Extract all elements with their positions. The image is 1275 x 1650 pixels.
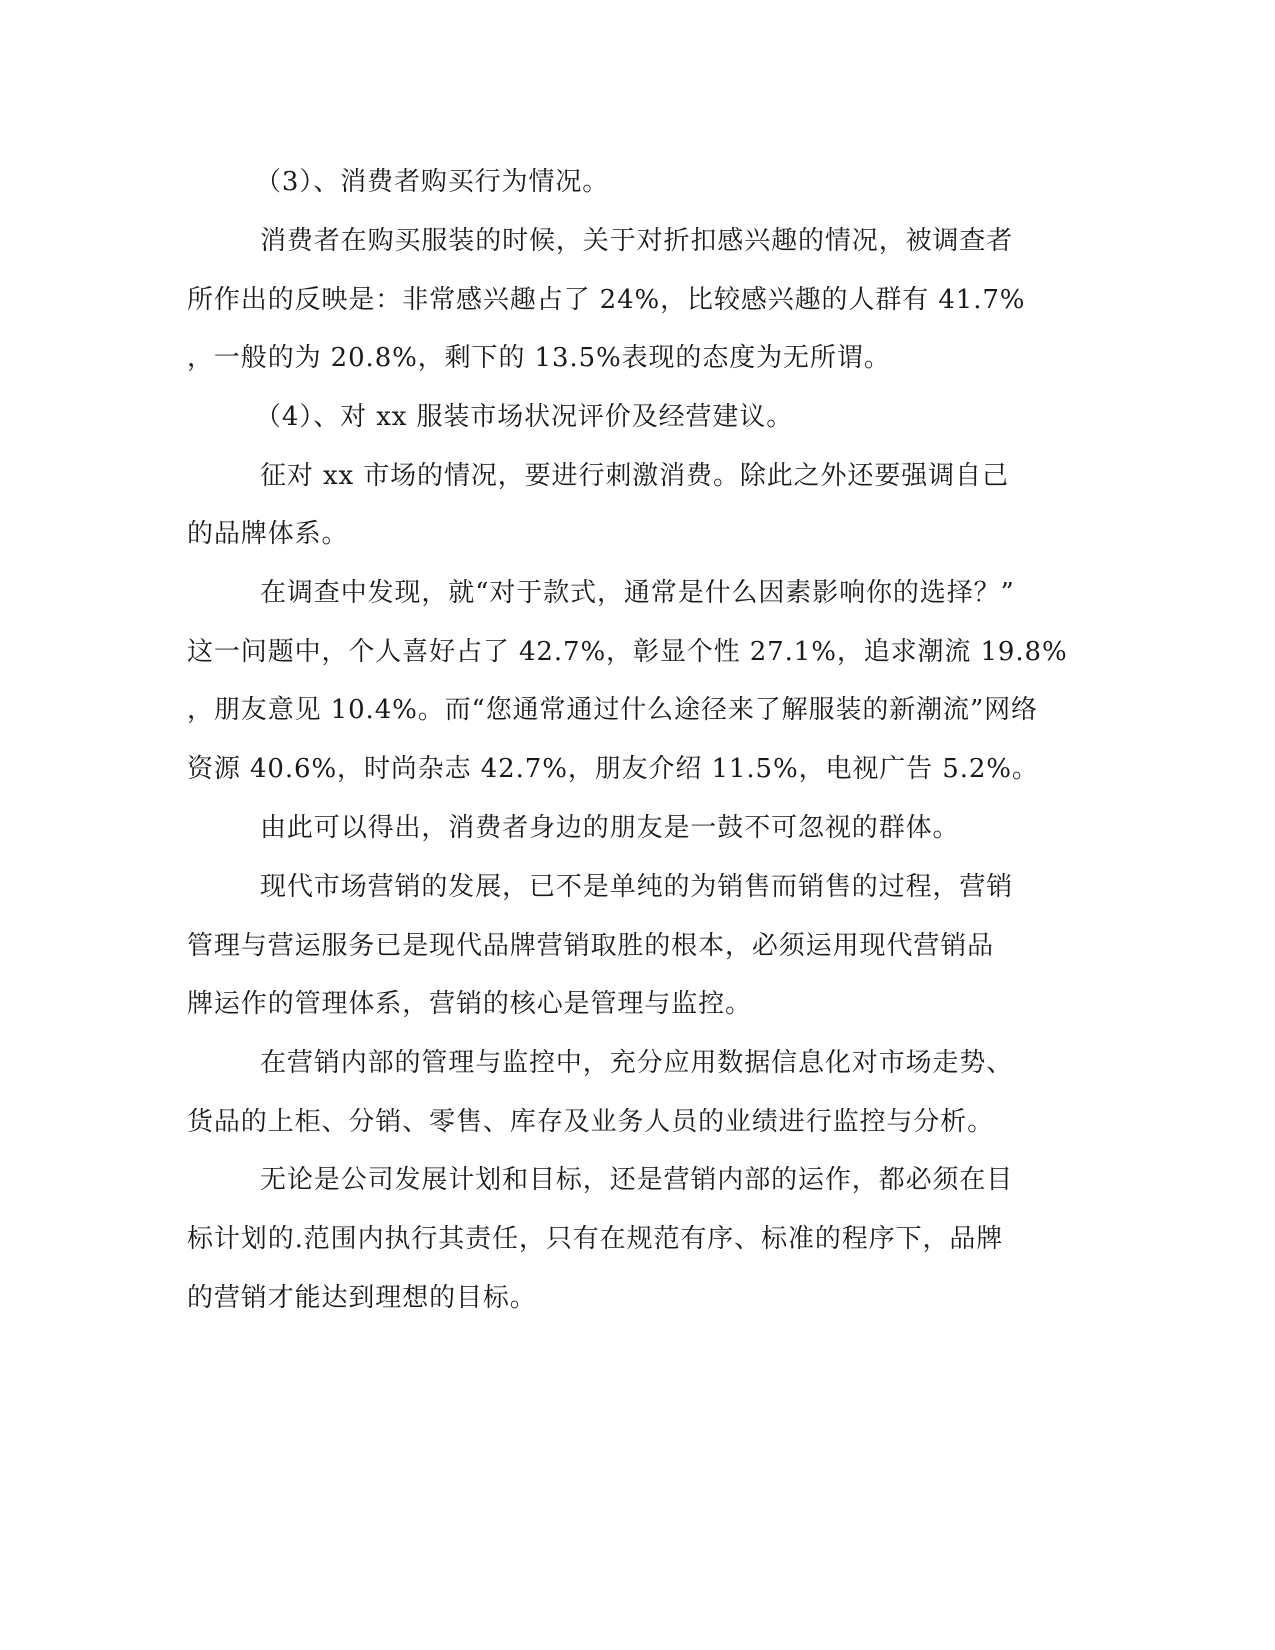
paragraph-line: 由此可以得出，消费者身边的朋友是一鼓不可忽视的群体。	[260, 813, 960, 843]
paragraph-line: 现代市场营销的发展，已不是单纯的为销售而销售的过程，营销	[260, 872, 1014, 902]
heading-4: （4）、对 xx 服装市场状况评价及经营建议。	[255, 402, 794, 432]
paragraph-line: 牌运作的管理体系，营销的核心是管理与监控。	[187, 989, 752, 1019]
paragraph-line: 的品牌体系。	[187, 519, 349, 549]
paragraph-line: 的营销才能达到理想的目标。	[187, 1283, 537, 1313]
paragraph-line: 资源 40.6%，时尚杂志 42.7%，朋友介绍 11.5%，电视广告 5.2%。	[187, 754, 1039, 784]
paragraph-line: 在调查中发现，就“对于款式，通常是什么因素影响你的选择？”	[260, 578, 1015, 608]
paragraph-line: 标计划的.范围内执行其责任，只有在规范有序、标准的程序下，品牌	[187, 1224, 1004, 1254]
paragraph-line: 所作出的反映是：非常感兴趣占了 24%，比较感兴趣的人群有 41.7%	[187, 285, 1026, 315]
paragraph-line: 这一问题中，个人喜好占了 42.7%，彰显个性 27.1%，追求潮流 19.8%	[187, 637, 1068, 667]
paragraph-line: ，朋友意见 10.4%。而“您通常通过什么途径来了解服装的新潮流”网络	[187, 695, 1038, 725]
paragraph-line: 征对 xx 市场的情况，要进行刺激消费。除此之外还要强调自己	[260, 461, 1009, 491]
paragraph-line: 货品的上柜、分销、零售、库存及业务人员的业绩进行监控与分析。	[187, 1107, 995, 1137]
paragraph-line: 无论是公司发展计划和目标，还是营销内部的运作，都必须在目	[260, 1165, 1014, 1195]
paragraph-line: 管理与营运服务已是现代品牌营销取胜的根本，必须运用现代营销品	[187, 931, 995, 961]
paragraph-line: ，一般的为 20.8%，剩下的 13.5%表现的态度为无所谓。	[187, 343, 891, 373]
paragraph-line: 在营销内部的管理与监控中，充分应用数据信息化对市场走势、	[260, 1048, 1014, 1078]
heading-3: （3）、消费者购买行为情况。	[255, 167, 610, 197]
paragraph-line: 消费者在购买服装的时候，关于对折扣感兴趣的情况，被调查者	[260, 226, 1014, 256]
